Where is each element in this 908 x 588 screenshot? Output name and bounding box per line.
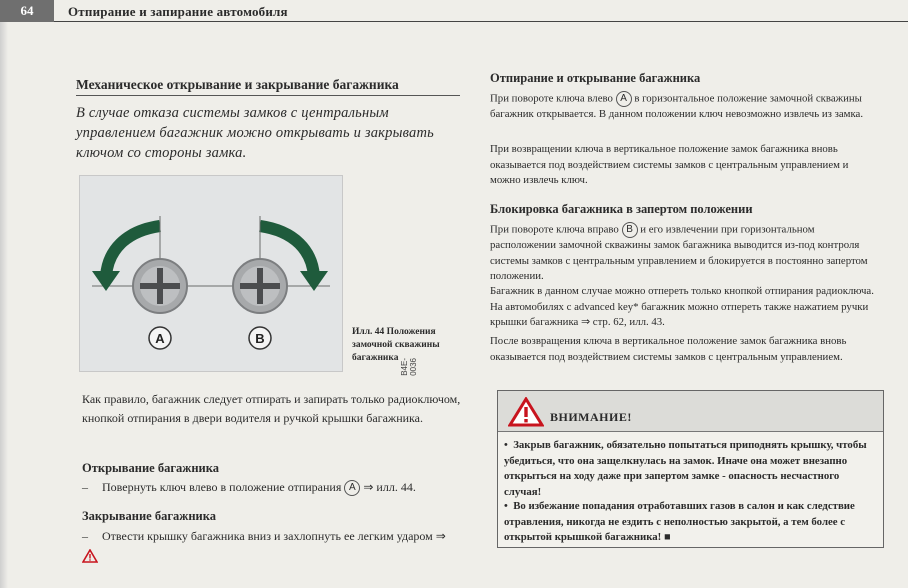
arrow-right-head bbox=[300, 271, 328, 291]
figure-code: B4E-0036 bbox=[400, 358, 418, 376]
warning-triangle-icon[interactable] bbox=[82, 549, 98, 563]
figure-reference[interactable]: ⇒ илл. 44. bbox=[363, 480, 416, 494]
page-header bbox=[0, 0, 908, 22]
right-paragraph-1: При повороте ключа влево A в горизонтальное положение замочной скважины багажник открывается. В данном положении ключ невозможно извлечь из замка. bbox=[490, 92, 864, 120]
right-paragraph-3: При повороте ключа вправо B и его извлечении при горизонтальном расположении замочной скважины замок багажника выводится из-под контроля системы замков с центральным управлением и блокируется в постоянно запертом положении. bbox=[490, 223, 868, 282]
body-paragraph: Как правило, багажник следует отпирать и запирать только радиоключом, кнопкой отпирания в двери водителя и ручкой крышки багажника. bbox=[82, 392, 461, 425]
section-title: Механическое открывание и закрывание багажника bbox=[76, 77, 399, 92]
label-b: B bbox=[255, 331, 265, 346]
open-heading: Открывание багажника bbox=[82, 461, 220, 475]
warning-box bbox=[497, 390, 884, 548]
open-step: – Повернуть ключ влево в положение отпирания A ⇒ илл. 44. bbox=[82, 478, 467, 497]
section-rule bbox=[76, 95, 460, 96]
right-heading-1: Отпирание и открывание багажника bbox=[490, 71, 701, 85]
close-heading: Закрывание багажника bbox=[82, 509, 216, 523]
right-paragraph-4: Багажник в данном случае можно отпереть только кнопкой отпирания радиоключа. На автомобилях с advanced key* багажник можно отпереть также нажатием ручки крышки багажника ⇒ стр. 62, илл. 43. bbox=[490, 285, 874, 328]
figure-caption: Илл. 44 Положения замочной скважины багажника bbox=[352, 327, 440, 363]
warning-title: ВНИМАНИЕ! bbox=[550, 410, 632, 424]
binding-shadow bbox=[0, 22, 8, 588]
warning-item-1: • Закрыв багажник, обязательно попытаться приподнять крышку, чтобы убедиться, что она защелкнулась на замок. Иначе она может внезапно открыться на ходу даже при запертом замке - опасность несчастного случая! bbox=[504, 439, 867, 498]
warning-item-2: • Во избежание попадания отработавших газов в салон и как следствие отравления, никогда не ездить с неполностью закрытой, а тем более с открытой крышкой багажника! ■ bbox=[504, 500, 855, 543]
intro-text: В случае отказа системы замков с центральным управлением багажник можно открывать и закрывать ключом со стороны замка. bbox=[76, 105, 434, 161]
position-b-icon: B bbox=[622, 222, 638, 238]
page-number: 64 bbox=[0, 0, 54, 22]
warning-header bbox=[498, 391, 883, 432]
arrow-left-head bbox=[92, 271, 120, 291]
header-rule bbox=[54, 21, 908, 22]
lock-positions-illustration bbox=[80, 176, 342, 371]
right-paragraph-2: При возвращении ключа в вертикальное положение замок багажника вновь оказывается под воздействием системы замков с центральным управлением и можно извлечь ключ. bbox=[490, 143, 849, 186]
position-a-icon: A bbox=[344, 480, 360, 496]
warning-triangle-icon bbox=[508, 397, 544, 427]
position-a-icon: A bbox=[616, 91, 632, 107]
running-title: Отпирание и запирание автомобиля bbox=[68, 4, 288, 19]
label-a: A bbox=[155, 331, 165, 346]
right-heading-2: Блокировка багажника в запертом положении bbox=[490, 202, 753, 216]
close-step: – Отвести крышку багажника вниз и захлопнуть ее легким ударом ⇒ bbox=[82, 527, 460, 565]
right-paragraph-5: После возвращения ключа в вертикальное положение замок багажника вновь оказывается под воздействием системы замков с центральным управлением. bbox=[490, 335, 847, 363]
